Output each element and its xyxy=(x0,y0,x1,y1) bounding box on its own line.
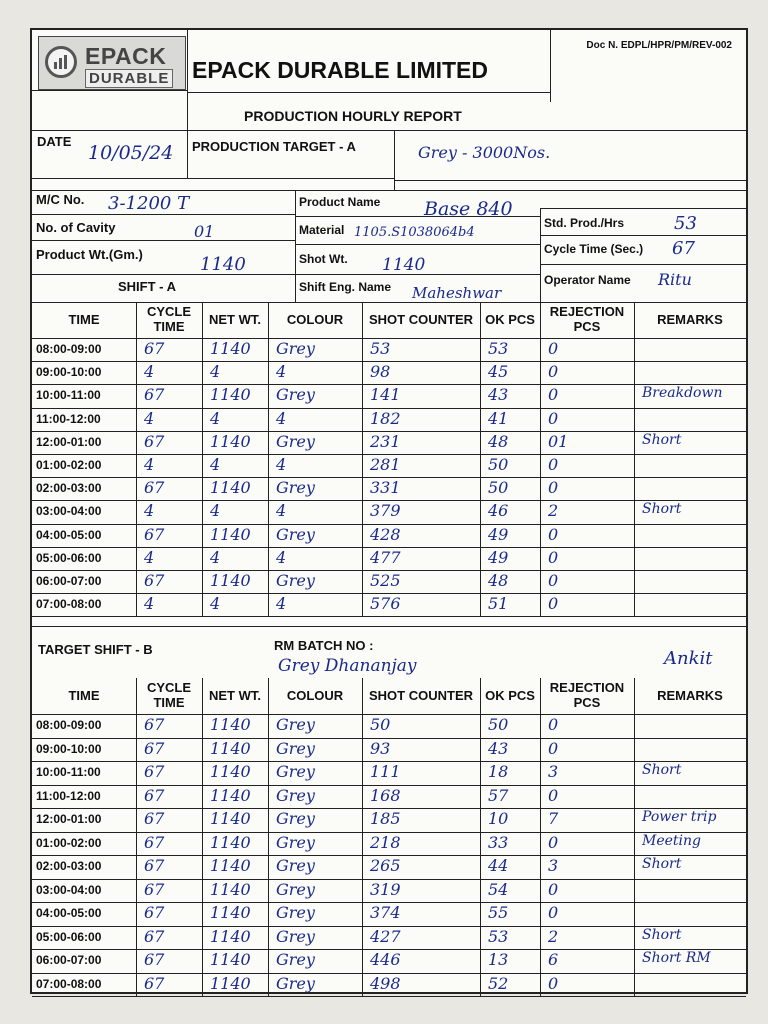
shift-b-cell-colour: Grey xyxy=(276,738,315,758)
shift-a-cell-rej: 0 xyxy=(548,571,559,590)
shift-b-cell-net: 1140 xyxy=(210,809,251,828)
shift-a-cell-rej: 0 xyxy=(548,362,559,382)
shift-b-cell-rej: 0 xyxy=(548,973,559,993)
shift-a-cell-time: 12:00-01:00 xyxy=(36,434,102,449)
shift-a-cell-rej: 0 xyxy=(548,408,559,428)
shift-b-cell-cycle: 67 xyxy=(144,903,165,922)
shift-a-cell-cycle: 67 xyxy=(144,524,165,544)
shift-a-cell-colour: 4 xyxy=(276,455,287,474)
shift-a-cell-cycle: 67 xyxy=(144,478,165,498)
shift-b-cell-ok: 10 xyxy=(488,809,509,828)
shift-a-cell-time: 07:00-08:00 xyxy=(36,597,102,612)
shift-b-cell-cycle: 67 xyxy=(144,715,165,734)
shift-b-cell-colour: Grey xyxy=(276,950,315,969)
shift-a-cell-rej: 0 xyxy=(548,455,559,474)
shift-a-cell-rej: 0 xyxy=(548,339,559,358)
shift-a-cell-net: 4 xyxy=(210,547,221,567)
shift-b-cell-remarks: Short xyxy=(642,762,682,778)
shift-b-cell-cycle: 67 xyxy=(144,762,165,781)
shift-b-header-colour: COLOUR xyxy=(286,688,344,703)
shift-a-cell-ok: 49 xyxy=(488,524,509,544)
shift-b-cell-colour: Grey xyxy=(276,856,315,875)
shift-a-cell-time: 09:00-10:00 xyxy=(36,365,102,380)
shift-b-header-shot: SHOT COUNTER xyxy=(369,688,473,703)
shift-a-cell-net: 4 xyxy=(210,362,221,382)
shift-a-cell-ok: 53 xyxy=(488,339,509,358)
shift-a-cell-shot: 331 xyxy=(370,478,401,498)
shift-b-cell-shot: 93 xyxy=(370,738,391,758)
shift-a-cell-colour: 4 xyxy=(276,547,287,567)
shift-a-cell-net: 4 xyxy=(210,455,221,474)
shift-b-cell-time: 01:00-02:00 xyxy=(36,835,102,850)
shot-weight-value: 1140 xyxy=(382,255,426,275)
shift-b-cell-time: 02:00-03:00 xyxy=(36,859,102,873)
shift-a-cell-ok: 48 xyxy=(488,431,509,451)
shift-a-cell-time: 01:00-02:00 xyxy=(36,458,102,472)
shift-b-cell-ok: 54 xyxy=(488,879,509,899)
shift-b-cell-remarks: Short xyxy=(642,856,682,872)
shift-a-cell-colour: 4 xyxy=(276,408,287,428)
product-weight-label: Product Wt.(Gm.) xyxy=(36,247,143,262)
material-label: Material xyxy=(299,223,345,237)
rm-batch-label: RM BATCH NO : xyxy=(274,638,374,653)
shift-b-cell-net: 1140 xyxy=(210,856,251,875)
shift-b-cell-time: 12:00-01:00 xyxy=(36,812,102,826)
epack-logo xyxy=(38,36,186,90)
shift-b-cell-time: 07:00-08:00 xyxy=(36,976,102,991)
shift-a-cell-ok: 43 xyxy=(488,385,509,405)
shift-a-cell-shot: 53 xyxy=(370,339,391,358)
cycle-time-value: 67 xyxy=(672,238,695,259)
shift-engineer-value: Maheshwar xyxy=(412,284,502,302)
shift-b-cell-shot: 427 xyxy=(370,926,401,946)
shift-b-cell-cycle: 67 xyxy=(144,785,165,805)
shift-b-cell-ok: 53 xyxy=(488,926,509,946)
company-name: EPACK DURABLE LIMITED xyxy=(192,57,489,83)
shift-a-cell-shot: 281 xyxy=(370,455,401,474)
shift-b-cell-net: 1140 xyxy=(210,715,251,734)
shift-a-cell-shot: 477 xyxy=(370,547,401,567)
product-name-value: Base 840 xyxy=(424,198,513,220)
production-target-a-label: PRODUCTION TARGET - A xyxy=(192,139,356,154)
mc-no-value: 3-1200 T xyxy=(108,193,190,214)
shift-b-cell-net: 1140 xyxy=(210,950,251,969)
shift-a-cell-colour: Grey xyxy=(276,571,315,590)
shift-a-cell-ok: 45 xyxy=(488,362,509,382)
operator-name-value: Ritu xyxy=(658,270,692,289)
shift-a-header-net: NET WT. xyxy=(209,312,261,327)
shift-a-cell-ok: 49 xyxy=(488,547,509,567)
shift-a-cell-rej: 01 xyxy=(548,431,569,451)
shift-b-cell-shot: 168 xyxy=(370,785,401,805)
shift-a-cell-shot: 525 xyxy=(370,571,401,590)
material-value: 1105.S1038064b4 xyxy=(354,225,475,240)
shift-b-cell-time: 05:00-06:00 xyxy=(36,929,102,944)
shift-a-cell-colour: Grey xyxy=(276,339,315,358)
shift-a-label: SHIFT - A xyxy=(118,279,177,294)
shift-b-cell-ok: 44 xyxy=(488,856,509,875)
shift-a-cell-shot: 379 xyxy=(370,501,401,521)
shift-b-cell-rej: 0 xyxy=(548,832,559,852)
shift-a-cell-shot: 98 xyxy=(370,362,391,382)
report-title: PRODUCTION HOURLY REPORT xyxy=(244,108,462,124)
shift-b-cell-rej: 0 xyxy=(548,785,559,805)
shift-b-cell-ok: 52 xyxy=(488,973,509,993)
shift-a-cell-net: 1140 xyxy=(210,478,251,498)
shift-b-cell-colour: Grey xyxy=(276,785,315,805)
date-value: 10/05/24 xyxy=(88,142,174,164)
shift-a-cell-remarks: Short xyxy=(642,431,682,448)
shift-b-cell-ok: 18 xyxy=(488,762,509,781)
shift-a-cell-rej: 2 xyxy=(548,501,559,521)
shift-a-cell-colour: Grey xyxy=(276,431,315,451)
shift-a-cell-ok: 48 xyxy=(488,571,509,590)
shift-a-cell-net: 1140 xyxy=(210,571,251,590)
shift-a-cell-colour: 4 xyxy=(276,501,287,521)
shift-b-cell-rej: 0 xyxy=(548,715,559,734)
shift-a-cell-ok: 50 xyxy=(488,478,509,498)
shift-b-cell-shot: 50 xyxy=(370,715,391,734)
document-number: Doc N. EDPL/HPR/PM/REV-002 xyxy=(586,40,732,51)
shift-a-cell-time: 10:00-11:00 xyxy=(36,388,101,403)
shift-b-cell-net: 1140 xyxy=(210,762,251,781)
shift-b-cell-net: 1140 xyxy=(210,926,251,946)
shift-b-cell-colour: Grey xyxy=(276,926,315,946)
shift-b-cell-ok: 57 xyxy=(488,785,509,805)
operator-name-label: Operator Name xyxy=(544,273,631,287)
shift-engineer-label: Shift Eng. Name xyxy=(299,280,392,294)
shift-b-cell-ok: 33 xyxy=(488,832,509,852)
shift-b-cell-colour: Grey xyxy=(276,879,315,899)
shift-b-cell-net: 1140 xyxy=(210,832,251,852)
shift-b-cell-time: 11:00-12:00 xyxy=(36,788,101,803)
shift-a-header-ok: OK PCS xyxy=(485,312,535,327)
std-prod-label: Std. Prod./Hrs xyxy=(544,216,625,230)
shift-a-cell-cycle: 4 xyxy=(144,408,155,428)
shift-b-cell-colour: Grey xyxy=(276,715,315,734)
shift-b-cell-shot: 265 xyxy=(370,856,401,875)
shift-a-cell-net: 1140 xyxy=(210,385,251,405)
shift-a-cell-rej: 0 xyxy=(548,594,559,614)
shift-b-cell-shot: 446 xyxy=(370,950,401,969)
shift-b-cell-ok: 55 xyxy=(488,903,509,922)
bar-chart-icon xyxy=(53,55,69,69)
shift-b-cell-cycle: 67 xyxy=(144,973,165,993)
shift-a-cell-time: 06:00-07:00 xyxy=(36,574,102,588)
shift-b-cell-colour: Grey xyxy=(276,832,315,852)
shift-b-cell-rej: 2 xyxy=(548,926,559,946)
shift-a-cell-rej: 0 xyxy=(548,547,559,567)
cavity-value: 01 xyxy=(194,222,215,241)
shift-a-header-shot: SHOT COUNTER xyxy=(369,312,473,327)
shift-a-cell-net: 4 xyxy=(210,408,221,428)
shift-a-cell-rej: 0 xyxy=(548,524,559,544)
shot-weight-label: Shot Wt. xyxy=(299,252,348,266)
shift-b-cell-colour: Grey xyxy=(276,762,315,781)
shift-a-cell-time: 11:00-12:00 xyxy=(36,411,101,426)
shift-b-cell-cycle: 67 xyxy=(144,832,165,852)
rm-batch-value: Grey Dhananjay xyxy=(278,656,417,676)
shift-b-cell-rej: 6 xyxy=(548,950,559,969)
shift-a-cell-net: 1140 xyxy=(210,524,251,544)
shift-b-cell-colour: Grey xyxy=(276,809,315,828)
shift-a-cell-rej: 0 xyxy=(548,478,559,498)
shift-b-cell-time: 09:00-10:00 xyxy=(36,741,102,756)
shift-b-header-net: NET WT. xyxy=(209,688,261,703)
shift-b-cell-rej: 7 xyxy=(548,809,559,828)
shift-a-cell-colour: 4 xyxy=(276,362,287,382)
cycle-time-label: Cycle Time (Sec.) xyxy=(544,242,644,256)
product-name-label: Product Name xyxy=(299,195,381,209)
shift-a-cell-time: 03:00-04:00 xyxy=(36,504,102,519)
shift-b-header-rej: REJECTION PCS xyxy=(549,680,625,710)
shift-a-cell-time: 04:00-05:00 xyxy=(36,527,102,542)
shift-a-cell-shot: 576 xyxy=(370,594,401,614)
shift-a-cell-cycle: 4 xyxy=(144,455,155,474)
shift-b-cell-time: 08:00-09:00 xyxy=(36,718,102,732)
date-label: DATE xyxy=(37,134,72,149)
shift-b-cell-ok: 43 xyxy=(488,738,509,758)
report-sheet xyxy=(30,28,748,994)
shift-a-cell-cycle: 67 xyxy=(144,385,165,405)
shift-a-cell-cycle: 4 xyxy=(144,501,155,521)
shift-a-cell-cycle: 4 xyxy=(144,594,155,614)
shift-a-cell-net: 4 xyxy=(210,594,221,614)
shift-b-cell-net: 1140 xyxy=(210,973,251,993)
shift-b-cell-ok: 13 xyxy=(488,950,509,969)
shift-b-cell-net: 1140 xyxy=(210,738,251,758)
shift-a-cell-colour: Grey xyxy=(276,478,315,498)
shift-b-cell-shot: 111 xyxy=(370,762,401,781)
shift-b-cell-colour: Grey xyxy=(276,973,315,993)
shift-a-cell-cycle: 67 xyxy=(144,431,165,451)
shift-b-cell-time: 06:00-07:00 xyxy=(36,953,102,967)
shift-a-cell-rej: 0 xyxy=(548,385,559,405)
shift-b-cell-net: 1140 xyxy=(210,785,251,805)
shift-b-cell-remarks: Power trip xyxy=(642,809,717,825)
target-shift-b-label: TARGET SHIFT - B xyxy=(38,642,153,657)
shift-b-signature: Ankit xyxy=(664,648,713,669)
shift-b-cell-rej: 3 xyxy=(548,856,559,875)
shift-a-cell-remarks: Breakdown xyxy=(642,385,723,402)
shift-b-cell-ok: 50 xyxy=(488,715,509,734)
shift-b-cell-cycle: 67 xyxy=(144,926,165,946)
shift-b-header-time: TIME xyxy=(68,688,100,703)
shift-a-header-colour: COLOUR xyxy=(286,312,344,327)
production-target-a-value: Grey - 3000Nos. xyxy=(418,143,551,162)
shift-b-cell-remarks: Short xyxy=(642,926,682,943)
shift-b-cell-cycle: 67 xyxy=(144,738,165,758)
shift-b-cell-remarks: Meeting xyxy=(642,832,701,849)
product-weight-value: 1140 xyxy=(200,254,246,275)
shift-a-cell-ok: 50 xyxy=(488,455,509,474)
shift-a-cell-remarks: Short xyxy=(642,501,682,518)
cavity-label: No. of Cavity xyxy=(36,220,116,235)
shift-a-cell-net: 1140 xyxy=(210,431,251,451)
shift-b-cell-rej: 0 xyxy=(548,738,559,758)
std-prod-value: 53 xyxy=(674,213,697,234)
shift-a-cell-cycle: 67 xyxy=(144,339,165,358)
shift-b-cell-cycle: 67 xyxy=(144,809,165,828)
shift-b-cell-colour: Grey xyxy=(276,903,315,922)
shift-a-cell-cycle: 4 xyxy=(144,547,155,567)
shift-a-header-time: TIME xyxy=(68,312,100,327)
shift-a-header-rej: REJECTION PCS xyxy=(549,304,625,334)
shift-a-cell-ok: 41 xyxy=(488,408,509,428)
shift-a-cell-colour: Grey xyxy=(276,385,315,405)
shift-a-cell-time: 05:00-06:00 xyxy=(36,550,102,565)
shift-b-cell-shot: 319 xyxy=(370,879,401,899)
shift-a-cell-time: 08:00-09:00 xyxy=(36,342,102,356)
shift-a-cell-colour: 4 xyxy=(276,594,287,614)
shift-a-cell-cycle: 67 xyxy=(144,571,165,590)
shift-a-cell-ok: 51 xyxy=(488,594,509,614)
shift-a-cell-shot: 141 xyxy=(370,385,401,405)
shift-b-cell-shot: 185 xyxy=(370,809,401,828)
shift-b-cell-time: 03:00-04:00 xyxy=(36,882,102,897)
shift-a-cell-colour: Grey xyxy=(276,524,315,544)
shift-b-cell-time: 10:00-11:00 xyxy=(36,765,101,779)
shift-b-header-remarks: REMARKS xyxy=(657,688,723,703)
shift-a-header-remarks: REMARKS xyxy=(657,312,723,327)
shift-b-cell-time: 04:00-05:00 xyxy=(36,906,102,920)
shift-a-cell-shot: 231 xyxy=(370,431,401,451)
shift-b-cell-cycle: 67 xyxy=(144,856,165,875)
shift-b-cell-remarks: Short RM xyxy=(642,950,711,966)
shift-a-cell-net: 1140 xyxy=(210,339,251,358)
shift-a-cell-ok: 46 xyxy=(488,501,509,521)
shift-a-header-cycle: CYCLE TIME xyxy=(146,304,192,334)
shift-a-cell-time: 02:00-03:00 xyxy=(36,481,102,496)
shift-b-cell-shot: 374 xyxy=(370,903,401,922)
shift-b-cell-shot: 498 xyxy=(370,973,401,993)
shift-b-cell-rej: 0 xyxy=(548,879,559,899)
mc-no-label: M/C No. xyxy=(36,192,85,207)
shift-b-cell-cycle: 67 xyxy=(144,950,165,969)
shift-b-cell-cycle: 67 xyxy=(144,879,165,899)
shift-b-cell-rej: 3 xyxy=(548,762,559,781)
logo-text-durable: DURABLE xyxy=(85,69,173,88)
shift-a-cell-shot: 182 xyxy=(370,408,401,428)
shift-a-cell-shot: 428 xyxy=(370,524,401,544)
shift-a-cell-net: 4 xyxy=(210,501,221,521)
logo-text-epack: EPACK xyxy=(85,43,167,69)
shift-b-cell-rej: 0 xyxy=(548,903,559,922)
shift-b-cell-shot: 218 xyxy=(370,832,401,852)
shift-b-cell-net: 1140 xyxy=(210,903,251,922)
shift-b-header-ok: OK PCS xyxy=(485,688,535,703)
shift-b-cell-net: 1140 xyxy=(210,879,251,899)
shift-b-header-cycle: CYCLE TIME xyxy=(146,680,192,710)
shift-a-cell-cycle: 4 xyxy=(144,362,155,382)
